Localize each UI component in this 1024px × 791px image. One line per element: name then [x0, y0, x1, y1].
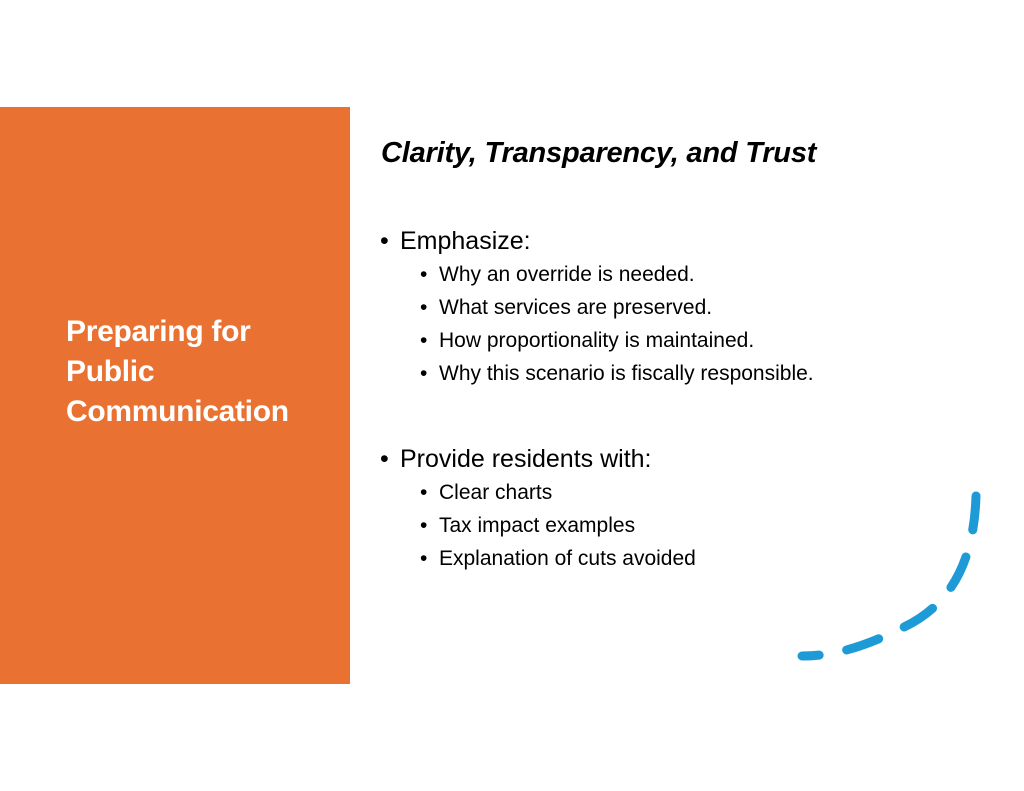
bullet-label: Emphasize:	[400, 227, 531, 255]
bullet-dot: •	[420, 362, 428, 385]
bullet-label: Provide residents with:	[400, 445, 652, 473]
bullet-dot: •	[420, 481, 428, 504]
sub-bullet-text: How proportionality is maintained.	[439, 329, 755, 352]
content-heading: Clarity, Transparency, and Trust	[381, 137, 817, 169]
bullet-dot: •	[380, 445, 389, 473]
bullet-dot: •	[420, 263, 428, 286]
bullet-dot: •	[420, 329, 428, 352]
bullet-dot: •	[420, 296, 428, 319]
bullet-dot: •	[380, 227, 389, 255]
bullet-dot: •	[420, 547, 428, 570]
slide-title-line: Communication	[66, 395, 289, 428]
sub-bullet-text: What services are preserved.	[439, 296, 713, 319]
sub-bullet-text: Explanation of cuts avoided	[439, 547, 696, 570]
sub-bullet-text: Why this scenario is fiscally responsible.	[439, 362, 814, 385]
slide-title-line: Preparing for	[66, 315, 251, 348]
slide-title-line: Public	[66, 355, 155, 388]
bullet-dot: •	[420, 514, 428, 537]
sub-bullet-text: Tax impact examples	[439, 514, 636, 537]
sub-bullet-text: Clear charts	[439, 481, 553, 504]
sub-bullet-text: Why an override is needed.	[439, 263, 695, 286]
